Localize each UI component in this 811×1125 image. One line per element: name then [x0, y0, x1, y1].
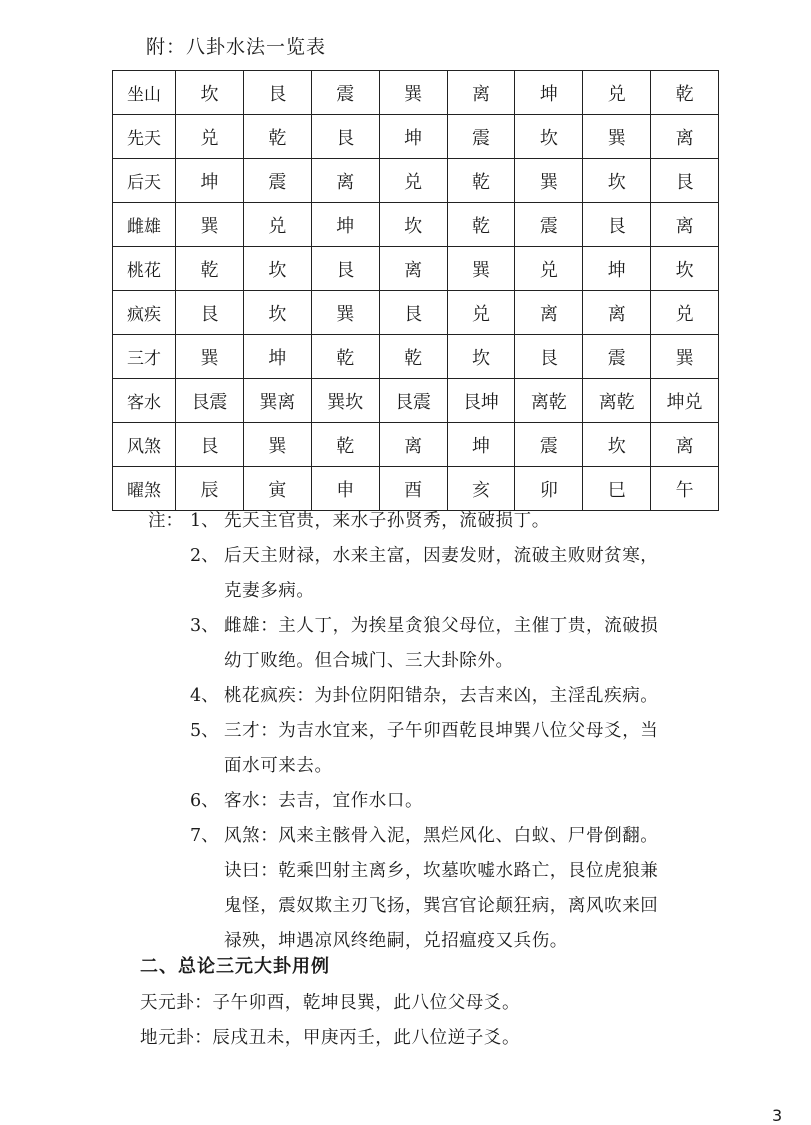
- table-cell: 巽: [379, 71, 447, 115]
- note-number: [190, 891, 224, 922]
- note-line: [148, 576, 788, 607]
- table-cell: 巽: [515, 159, 583, 203]
- table-row: [113, 291, 719, 335]
- row-header: 后天: [113, 159, 176, 203]
- note-text: 后天主财禄，水来主富，因妻发财，流破主败财贫寒，: [224, 546, 659, 566]
- table-cell: 艮震: [176, 379, 244, 423]
- table-row: [113, 159, 719, 203]
- row-header: 桃花: [113, 247, 176, 291]
- table-cell: 亥: [447, 467, 515, 511]
- note-number: [190, 856, 224, 887]
- table-cell: 乾: [447, 159, 515, 203]
- table-cell: 震: [447, 115, 515, 159]
- table-cell: 艮: [311, 247, 379, 291]
- note-line: [148, 751, 788, 782]
- note-text: 面水可来去。: [224, 756, 333, 776]
- row-header: 疯疾: [113, 291, 176, 335]
- table-cell: 兑: [515, 247, 583, 291]
- note-lead: [148, 856, 190, 887]
- note-number: 1、: [190, 511, 219, 531]
- note-line: [148, 891, 788, 922]
- table-cell: 离乾: [583, 379, 651, 423]
- table-cell: 艮: [583, 203, 651, 247]
- note-number: [190, 646, 224, 677]
- table-cell: 离: [447, 71, 515, 115]
- table-row: [113, 247, 719, 291]
- note-line: [148, 821, 788, 852]
- section-line-tianyuan: 天元卦：子午卯酉，乾坤艮巽，此八位父母爻。: [140, 993, 521, 1013]
- row-header: 风煞: [113, 423, 176, 467]
- table-cell: 离: [651, 115, 719, 159]
- table-cell: 坎: [583, 159, 651, 203]
- table-cell: 离: [515, 291, 583, 335]
- table-cell: 酉: [379, 467, 447, 511]
- table-row: [113, 335, 719, 379]
- table-cell: 艮震: [379, 379, 447, 423]
- table-cell: 乾: [311, 423, 379, 467]
- note-line: [148, 681, 788, 712]
- note-number: [190, 751, 224, 782]
- table-cell: 坤: [379, 115, 447, 159]
- table-cell: 艮: [176, 291, 244, 335]
- note-line: [148, 541, 788, 572]
- note-text: 桃花疯疾：为卦位阴阳错杂，去吉来凶，主淫乱疾病。: [224, 686, 659, 706]
- table-cell: 坎: [379, 203, 447, 247]
- table-cell: 乾: [243, 115, 311, 159]
- table-cell: 乾: [176, 247, 244, 291]
- table-row: [113, 115, 719, 159]
- note-number: 5、: [190, 721, 219, 741]
- note-text: 雌雄：主人丁，为挨星贪狼父母位，主催丁贵，流破损: [224, 616, 659, 636]
- note-lead: 注：: [148, 511, 183, 531]
- note-lead: [148, 751, 190, 782]
- note-line: [148, 506, 788, 537]
- note-lead: [148, 646, 190, 677]
- table-cell: 坎: [515, 115, 583, 159]
- note-text: 禄殃，坤遇凉风终绝嗣，兑招瘟疫又兵伤。: [224, 931, 568, 951]
- note-lead: [148, 716, 190, 747]
- table-cell: 离: [379, 247, 447, 291]
- table-cell: 艮: [176, 423, 244, 467]
- note-number: 3、: [190, 616, 219, 636]
- table-row: [113, 423, 719, 467]
- table-cell: 巽: [176, 335, 244, 379]
- table-cell: 巽: [651, 335, 719, 379]
- section-line-diyuan: 地元卦：辰戌丑未，甲庚丙壬，此八位逆子爻。: [140, 1028, 521, 1048]
- table-caption: 附：八卦水法一览表: [146, 36, 327, 58]
- table-cell: 坎: [243, 291, 311, 335]
- note-text: 克妻多病。: [224, 581, 315, 601]
- table-cell: 离: [379, 423, 447, 467]
- table-cell: 离: [651, 203, 719, 247]
- table-cell: 坎: [583, 423, 651, 467]
- note-line: [148, 716, 788, 747]
- table-cell: 辰: [176, 467, 244, 511]
- table-cell: 坎: [176, 71, 244, 115]
- table-cell: 乾: [379, 335, 447, 379]
- table-cell: 坤: [176, 159, 244, 203]
- note-number: 2、: [190, 546, 219, 566]
- table-cell: 震: [515, 203, 583, 247]
- table-cell: 艮: [651, 159, 719, 203]
- table-cell: 乾: [447, 203, 515, 247]
- table-cell: 卯: [515, 467, 583, 511]
- note-number: 4、: [190, 686, 219, 706]
- table-cell: 艮: [311, 115, 379, 159]
- table-cell: 震: [515, 423, 583, 467]
- note-lead: [148, 576, 190, 607]
- note-line: [148, 856, 788, 887]
- table-cell: 离乾: [515, 379, 583, 423]
- table-cell: 震: [243, 159, 311, 203]
- table-cell: 乾: [311, 335, 379, 379]
- table-cell: 震: [311, 71, 379, 115]
- table-cell: 午: [651, 467, 719, 511]
- table-cell: 兑: [651, 291, 719, 335]
- table-cell: 坤兑: [651, 379, 719, 423]
- table-cell: 坤: [243, 335, 311, 379]
- table-cell: 离: [583, 291, 651, 335]
- table-cell: 震: [583, 335, 651, 379]
- table-cell: 兑: [583, 71, 651, 115]
- note-lead: [148, 611, 190, 642]
- note-number: 7、: [190, 826, 219, 846]
- notes-section: [148, 506, 788, 961]
- table-cell: 兑: [447, 291, 515, 335]
- table-cell: 巽: [583, 115, 651, 159]
- table-row: [113, 203, 719, 247]
- row-header: 先天: [113, 115, 176, 159]
- table-cell: 艮: [379, 291, 447, 335]
- note-text: 三才：为吉水宜来，子午卯酉乾艮坤巽八位父母爻，当: [224, 721, 659, 741]
- note-text: 客水：去吉，宜作水口。: [224, 791, 424, 811]
- table-row: [113, 71, 719, 115]
- row-header: 雌雄: [113, 203, 176, 247]
- table-cell: 坤: [447, 423, 515, 467]
- table-cell: 坎: [447, 335, 515, 379]
- table-cell: 巳: [583, 467, 651, 511]
- note-text: 诀曰：乾乘凹射主离乡，坎墓吹嘘水路亡，艮位虎狼兼: [224, 861, 659, 881]
- note-lead: [148, 786, 190, 817]
- bagua-water-table: [112, 70, 719, 511]
- table-cell: 寅: [243, 467, 311, 511]
- table-cell: 兑: [176, 115, 244, 159]
- section-heading: 二、总论三元大卦用例: [140, 956, 330, 977]
- row-header: 三才: [113, 335, 176, 379]
- note-line: [148, 786, 788, 817]
- row-header: 坐山: [113, 71, 176, 115]
- note-text: 鬼怪，震奴欺主刃飞扬，巽宫官论颠狂病，离风吹来回: [224, 896, 659, 916]
- note-number: 6、: [190, 791, 219, 811]
- table-cell: 兑: [379, 159, 447, 203]
- table-cell: 坤: [583, 247, 651, 291]
- table-cell: 巽: [243, 423, 311, 467]
- note-text: 先天主官贵，来水子孙贤秀，流破损丁。: [224, 511, 550, 531]
- table-cell: 巽坎: [311, 379, 379, 423]
- note-text: 风煞：风来主骸骨入泥，黑烂风化、白蚁、尸骨倒翻。: [224, 826, 659, 846]
- table-cell: 申: [311, 467, 379, 511]
- note-text: 幼丁败绝。但合城门、三大卦除外。: [224, 651, 514, 671]
- note-line: [148, 646, 788, 677]
- note-lead: [148, 681, 190, 712]
- table-cell: 离: [651, 423, 719, 467]
- note-lead: [148, 891, 190, 922]
- table-row: [113, 379, 719, 423]
- row-header: 客水: [113, 379, 176, 423]
- table-cell: 乾: [651, 71, 719, 115]
- note-line: [148, 611, 788, 642]
- table-cell: 艮: [243, 71, 311, 115]
- table-cell: 坎: [651, 247, 719, 291]
- table-row: [113, 467, 719, 511]
- table-cell: 坤: [515, 71, 583, 115]
- table-cell: 离: [311, 159, 379, 203]
- row-header: 曜煞: [113, 467, 176, 511]
- table-cell: 艮: [515, 335, 583, 379]
- table-cell: 巽: [447, 247, 515, 291]
- page-number: 3: [772, 1106, 783, 1125]
- table-cell: 巽: [311, 291, 379, 335]
- note-lead: [148, 821, 190, 852]
- note-lead: [148, 541, 190, 572]
- table-cell: 艮坤: [447, 379, 515, 423]
- table-cell: 兑: [243, 203, 311, 247]
- table-cell: 巽离: [243, 379, 311, 423]
- table-body: [113, 71, 719, 511]
- table-cell: 坤: [311, 203, 379, 247]
- table-cell: 坎: [243, 247, 311, 291]
- note-number: [190, 576, 224, 607]
- table-cell: 巽: [176, 203, 244, 247]
